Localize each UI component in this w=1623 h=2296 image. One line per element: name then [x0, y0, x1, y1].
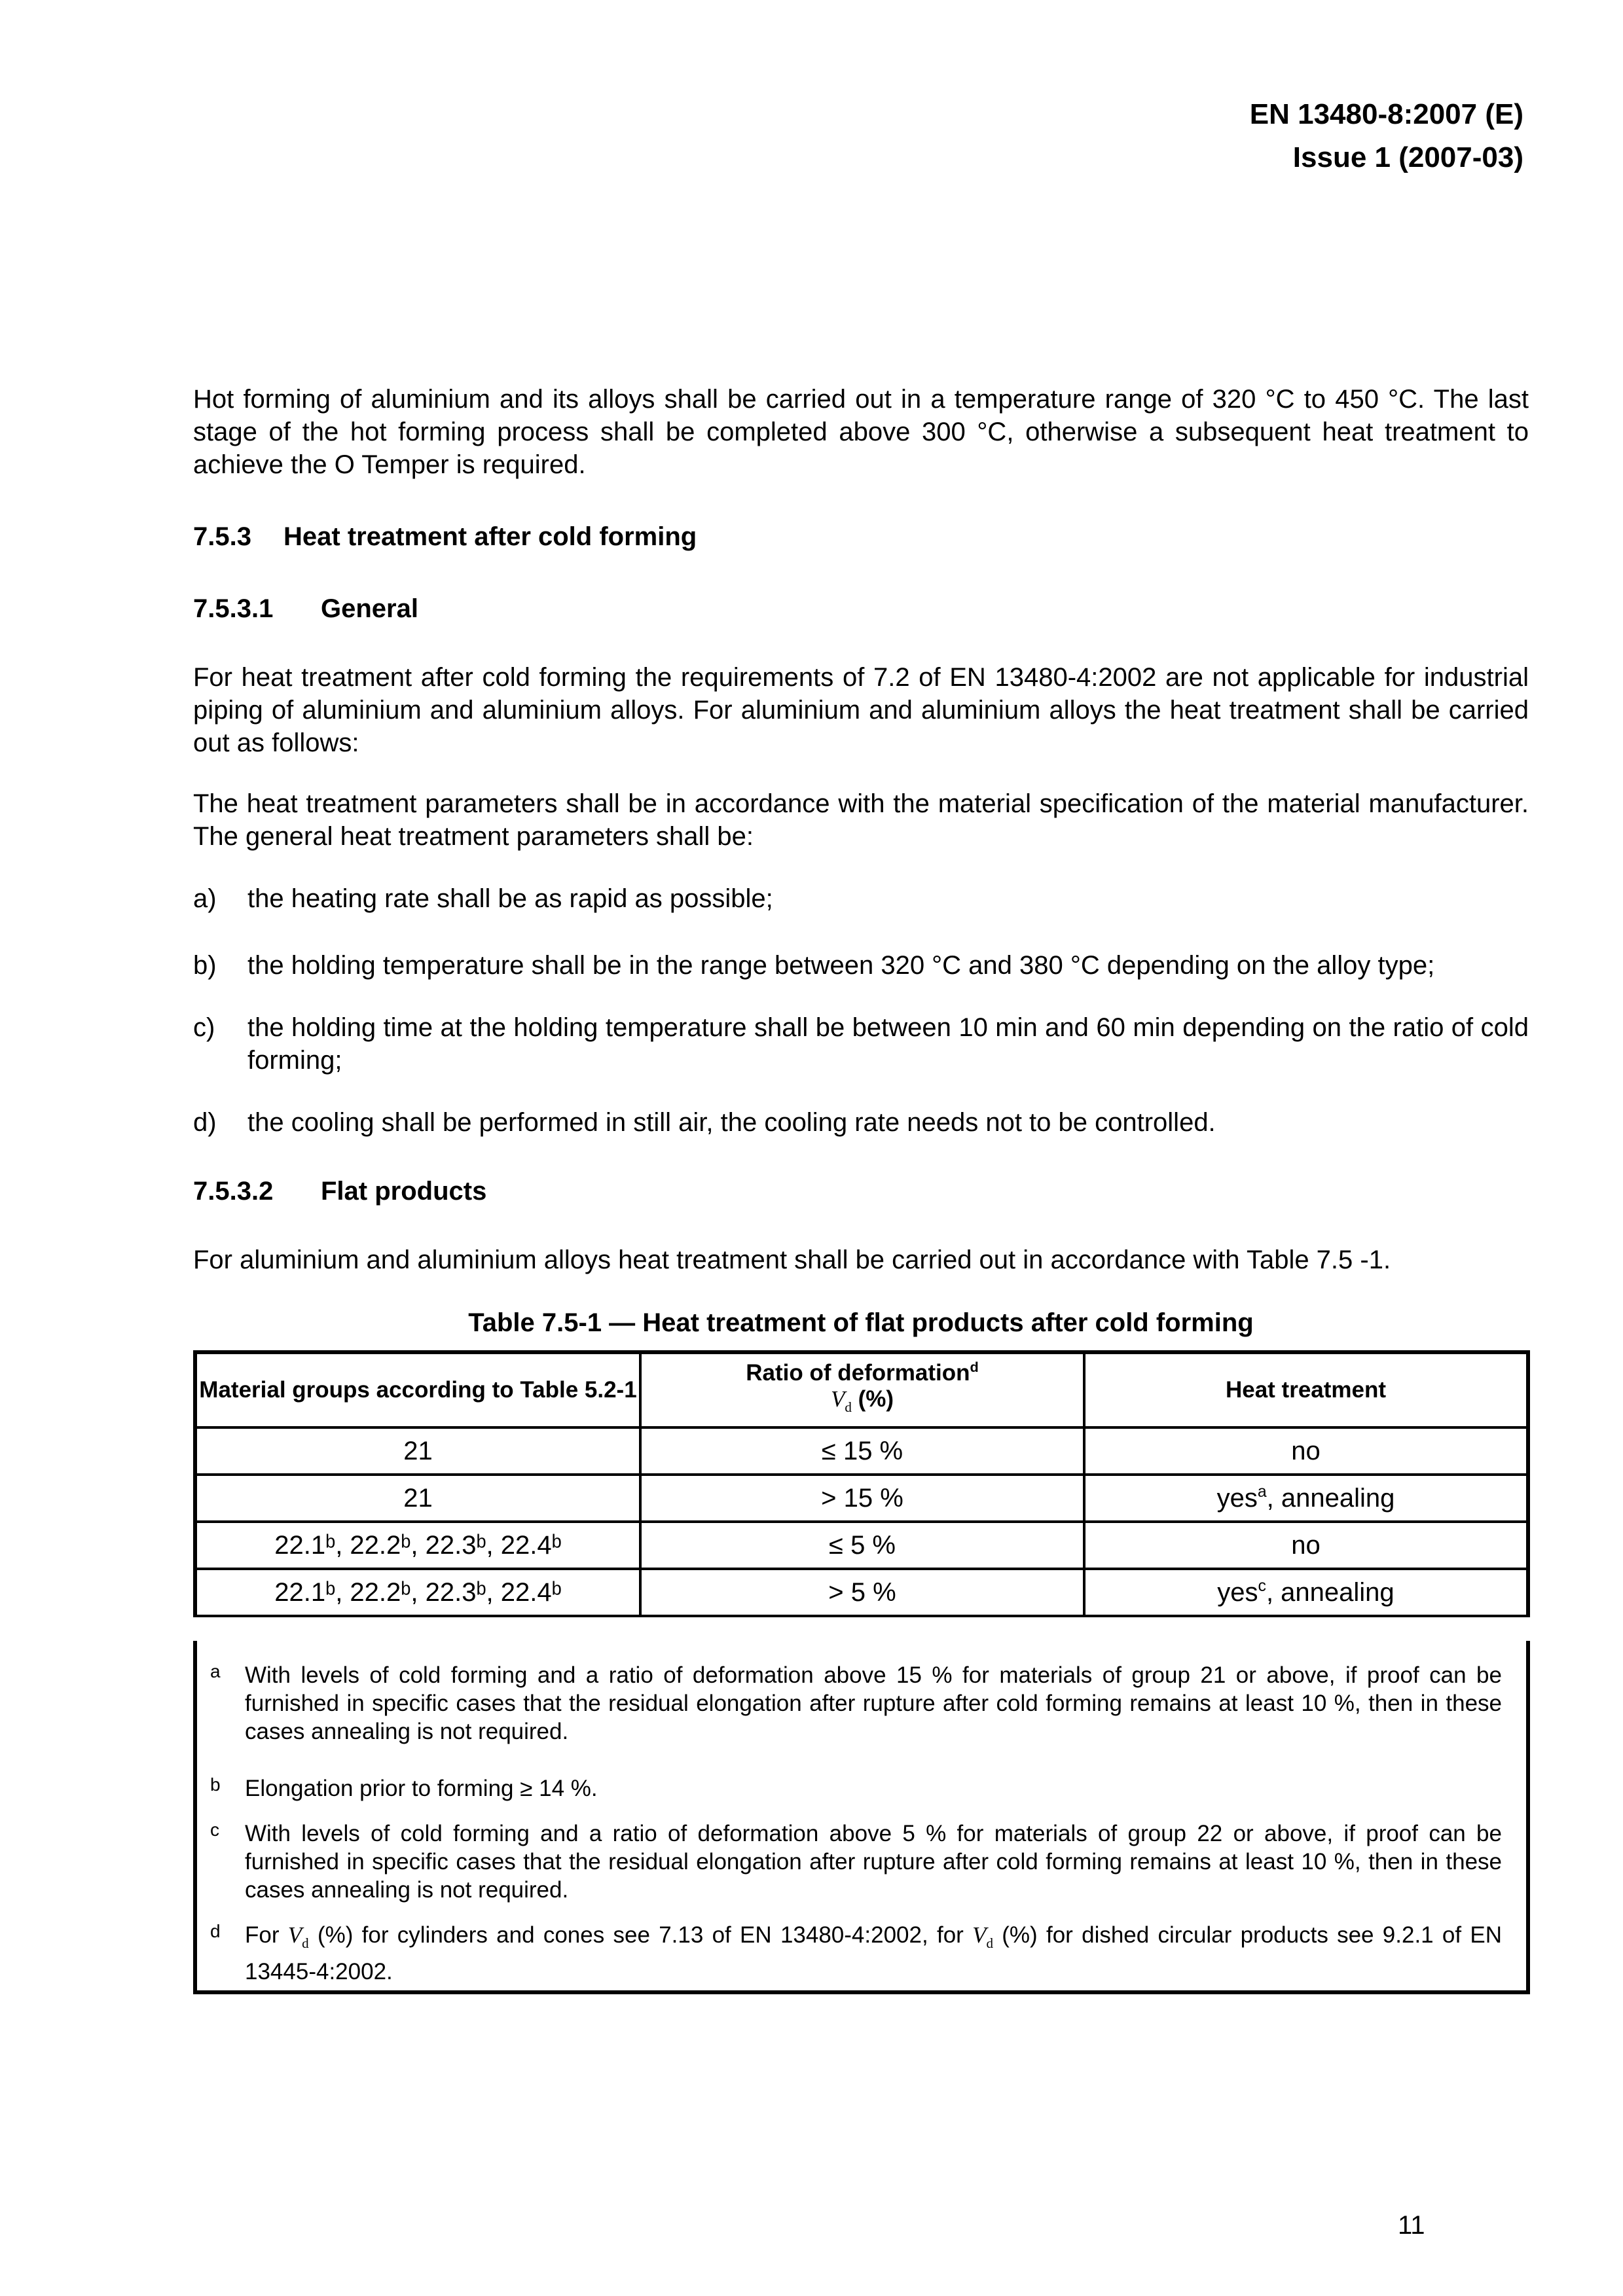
- table-row: [195, 1475, 1528, 1522]
- table-notes: [193, 1641, 1530, 1994]
- table-caption: Table 7.5-1 — Heat treatment of flat products after cold forming: [468, 1308, 1254, 1337]
- section-title: Flat products: [321, 1177, 487, 1206]
- cell-heat-treatment: yes$^a$, annealing: [1084, 1475, 1528, 1522]
- list-marker: c): [193, 1013, 215, 1042]
- note-text: For $V_d$ (%) for cylinders and cones see 7.13 of EN 13480-4:2002, for $V_d$ (%) for dished circular products see 9.2.1 of EN 13445-4:2002.: [245, 1922, 1502, 1984]
- note-mark: c: [210, 1820, 219, 1840]
- cell-heat-treatment: yes$^c$, annealing: [1084, 1569, 1528, 1616]
- list-marker: a): [193, 884, 217, 913]
- vd-symbol: $V_d$: [287, 1922, 309, 1951]
- section-heading-7-5-3-1: [193, 592, 418, 625]
- cell-material-group: 22.1ᵇ, 22.2ᵇ, 22.3ᵇ, 22.4ᵇ: [195, 1569, 640, 1616]
- note-mark: a: [210, 1661, 221, 1681]
- list-marker: d): [193, 1108, 217, 1137]
- note-mark: b: [210, 1774, 221, 1795]
- cell-ratio: > 5 %: [640, 1569, 1084, 1616]
- list-text: the cooling shall be performed in still air, the cooling rate needs not to be controlled.: [247, 1108, 1216, 1137]
- footnote-ref: d: [970, 1358, 979, 1375]
- heat-treatment-table: [193, 1350, 1530, 1617]
- cell-heat-treatment: no: [1084, 1427, 1528, 1475]
- cell-material-group: 21: [195, 1427, 640, 1475]
- list-text: the holding time at the holding temperature shall be between 10 min and 60 min depending on the ratio of cold forming;: [247, 1013, 1529, 1075]
- cell-material-group: 21: [195, 1475, 640, 1522]
- list-marker: b): [193, 951, 217, 980]
- section-heading-7-5-3: [193, 520, 697, 553]
- note-text: With levels of cold forming and a ratio of deformation above 15 % for materials of group 21 or above, if proof can be furnished in specific cases that the residual elongation after rupture after cold forming remains at least 10 %, then in these cases annealing is not required.: [245, 1662, 1502, 1744]
- list-text: the heating rate shall be as rapid as possible;: [247, 884, 773, 913]
- issue-label: Issue 1 (2007-03): [1292, 141, 1523, 173]
- note-text: Elongation prior to forming ≥ 14 %.: [245, 1776, 598, 1801]
- cell-material-group: 22.1ᵇ, 22.2ᵇ, 22.3ᵇ, 22.4ᵇ: [195, 1522, 640, 1569]
- cell-ratio: ≤ 5 %: [640, 1522, 1084, 1569]
- section-number: 7.5.3.1: [193, 594, 274, 623]
- standard-id: EN 13480-8:2007 (E): [1249, 98, 1523, 130]
- cell-ratio: ≤ 15 %: [640, 1427, 1084, 1475]
- cell-ratio: > 15 %: [640, 1475, 1084, 1522]
- table-row: [195, 1427, 1528, 1475]
- note-mark: d: [210, 1921, 221, 1941]
- page-number: 11: [1398, 2211, 1425, 2240]
- note-text: With levels of cold forming and a ratio of deformation above 5 % for materials of group 22 or above, if proof can be furnished in specific cases that the residual elongation after rupture after cold forming remains at least 10 %, then in these cases annealing is not required.: [245, 1821, 1502, 1903]
- standard-header: [1250, 93, 1523, 179]
- section-title: General: [321, 594, 418, 623]
- general-paragraph-2: The heat treatment parameters shall be in accordance with the material specification of the material manufacturer. The general heat treatment parameters shall be:: [193, 789, 1529, 851]
- header-ratio-of-deformation: Ratio of deformation$^d$ $V_d$ (%): [640, 1352, 1084, 1427]
- flat-products-paragraph: For aluminium and aluminium alloys heat treatment shall be carried out in accordance with Table 7.5 -1.: [193, 1246, 1391, 1274]
- header-heat-treatment: Heat treatment: [1084, 1352, 1528, 1427]
- table-row: [195, 1569, 1528, 1616]
- list-text: the holding temperature shall be in the range between 320 °C and 380 °C depending on the alloy type;: [247, 951, 1435, 980]
- table-row: [195, 1522, 1528, 1569]
- section-heading-7-5-3-2: [193, 1175, 487, 1208]
- section-number: 7.5.3: [193, 522, 251, 551]
- section-title: Heat treatment after cold forming: [283, 522, 697, 551]
- hot-forming-paragraph: Hot forming of aluminium and its alloys shall be carried out in a temperature range of 320 °C to 450 °C. The last stage of the hot forming process shall be completed above 300 °C, otherwise a subsequent heat treatment to achieve the O Temper is required.: [193, 385, 1529, 479]
- vd-symbol: $V_d$: [830, 1386, 852, 1415]
- section-number: 7.5.3.2: [193, 1177, 274, 1206]
- general-paragraph-1: For heat treatment after cold forming the requirements of 7.2 of EN 13480-4:2002 are not applicable for industrial piping of aluminium and aluminium alloys. For aluminium and aluminium alloys the heat treatment shall be carried out as follows:: [193, 663, 1529, 757]
- header-material-groups: Material groups according to Table 5.2-1: [195, 1352, 640, 1427]
- table-header-row: [195, 1352, 1528, 1427]
- cell-heat-treatment: no: [1084, 1522, 1528, 1569]
- vd-symbol: $V_d$: [972, 1922, 993, 1951]
